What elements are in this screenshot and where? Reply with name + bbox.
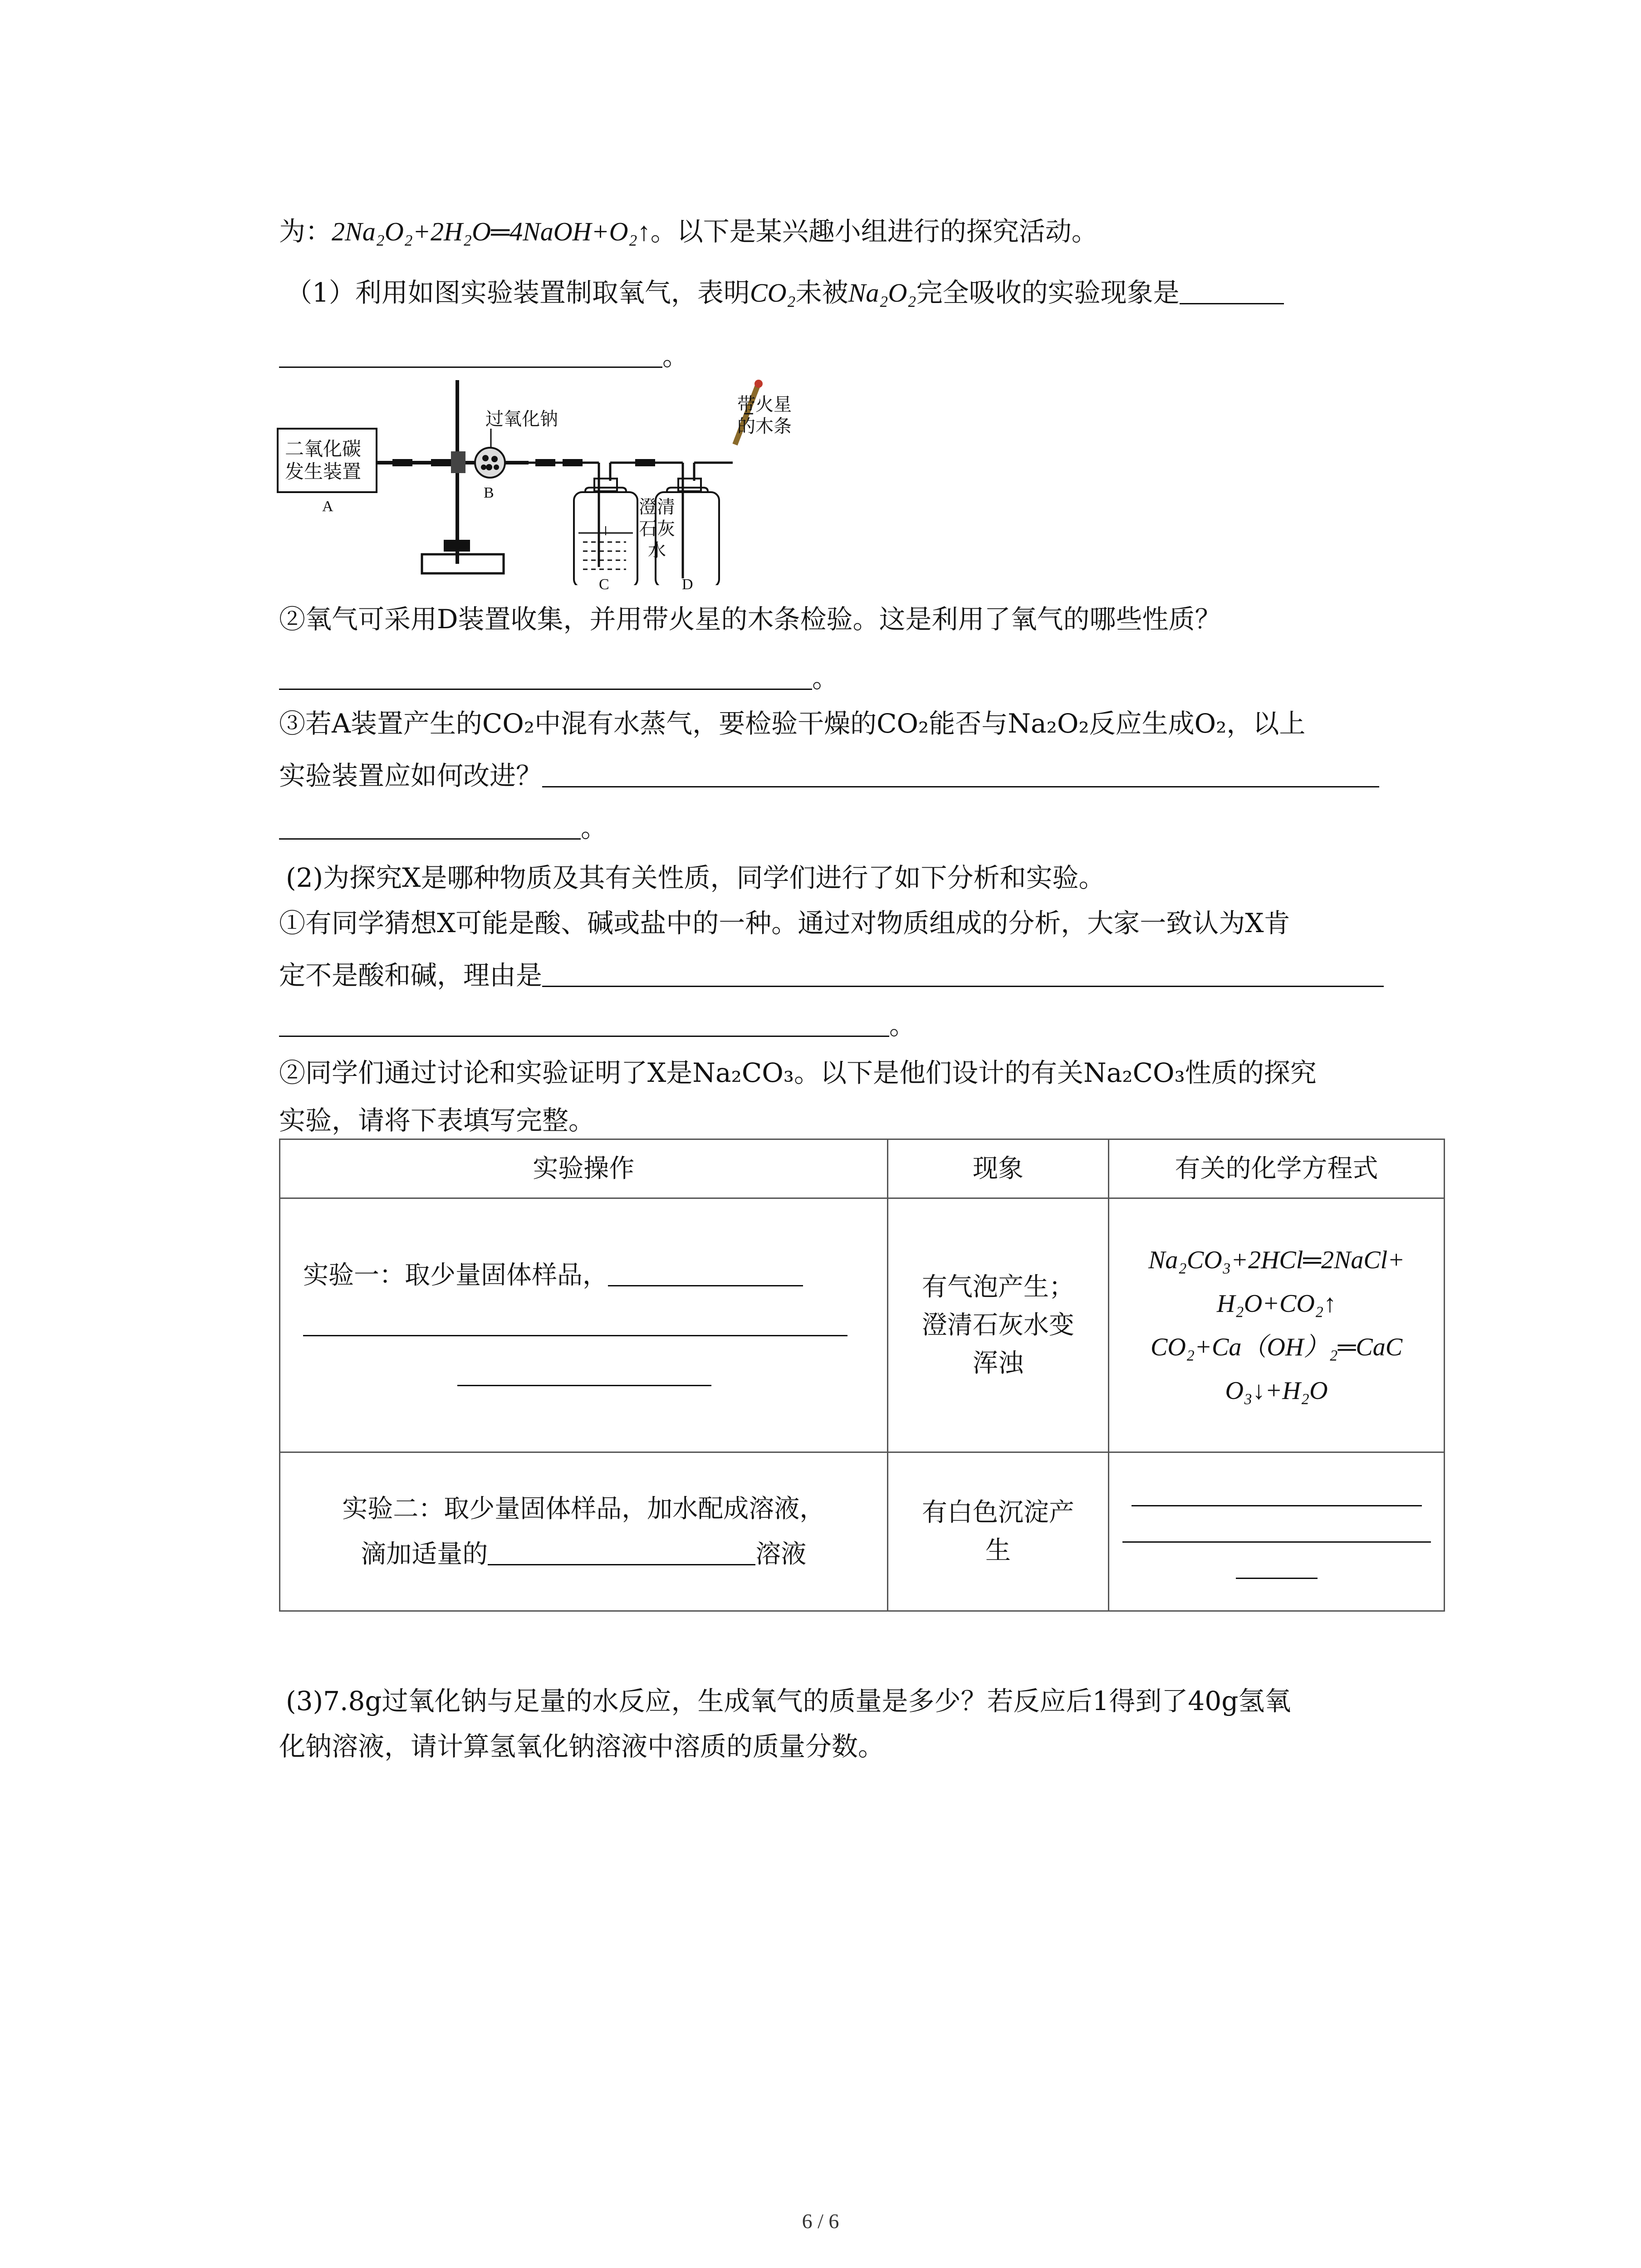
row2-reagent-blank[interactable]: [488, 1537, 755, 1565]
q2-reason-blank-b[interactable]: [279, 1008, 889, 1037]
splint-label-2: 的木条: [737, 416, 792, 437]
table-row-1: [280, 1198, 1445, 1452]
q1-text-after: 完全吸收的实验现象是: [916, 277, 1180, 308]
q1b-answer-blank[interactable]: [279, 661, 812, 690]
q2-reason-blank-a[interactable]: [542, 958, 1384, 987]
q1-line: [286, 274, 1284, 311]
q3-line1: (3)7.8g过氧化钠与足量的水反应，生成氧气的质量是多少？若反应后1得到了40g氢氧: [286, 1686, 1291, 1716]
limewater-label-1: 澄清: [639, 497, 675, 518]
row2-eq-blank-b[interactable]: [1122, 1514, 1431, 1543]
generator-label-1: 二氧化碳: [285, 438, 362, 460]
q1b-end-mark: 。: [812, 663, 839, 694]
header-equation: 有关的化学方程式: [1109, 1139, 1445, 1198]
label-d: D: [682, 576, 693, 593]
header-operation: 实验操作: [280, 1139, 888, 1198]
q1-text-before: （1）利用如图实验装置制取氧气，表明: [286, 277, 750, 308]
q1c-end-mark: 。: [581, 812, 607, 843]
intro-prefix: 为：: [279, 216, 332, 247]
row1-equation: [1109, 1198, 1445, 1452]
limewater-label: [639, 496, 675, 562]
q1-answer-blank-b[interactable]: [279, 339, 662, 368]
row1-op-text: 实验一：取少量固体样品，: [303, 1260, 608, 1290]
row1-phenomenon: [887, 1198, 1109, 1452]
row1-phen-2: 澄清石灰水变: [921, 1310, 1074, 1340]
q1c-answer-blank-b[interactable]: [279, 811, 581, 840]
page-number: 6 / 6: [802, 2209, 839, 2233]
row2-eq-blank-c[interactable]: [1236, 1550, 1318, 1579]
row2-phen-1: 有白色沉淀产: [921, 1497, 1074, 1527]
bottle-c: [574, 492, 637, 585]
intro-suffix: 。以下是某兴趣小组进行的探究活动。: [650, 216, 1098, 247]
intro-equation: 2Na₂O₂+2H₂O═4NaOH+O₂↑: [332, 217, 651, 246]
q1c-line2: [279, 758, 1379, 794]
row2-op-2a: 滴加适量的: [361, 1539, 488, 1569]
table-row-2: [280, 1452, 1445, 1611]
row1-eq-1: Na₂CO₃+2HCl═2NaCl+: [1148, 1246, 1405, 1274]
label-c: C: [599, 576, 609, 593]
row1-operation: [280, 1198, 888, 1452]
q1c-line2-text: 实验装置应如何改进？: [279, 760, 543, 791]
row2-phen-2: 生: [985, 1535, 1011, 1565]
q3-line2: 化钠溶液，请计算氢氧化钠溶液中溶质的质量分数。: [279, 1731, 885, 1762]
q2-p2-line1: ②同学们通过讨论和实验证明了X是Na₂CO₃。以下是他们设计的有关Na₂CO₃性质的探究: [279, 1057, 1317, 1088]
q1-answer-blank-a[interactable]: [1180, 276, 1284, 304]
row1-phen-1: 有气泡产生；: [921, 1272, 1074, 1302]
experiment-table: [279, 1139, 1445, 1612]
stand-base: [422, 554, 504, 573]
q2-end-mark: 。: [889, 1010, 916, 1041]
q2-p2-line2: 实验，请将下表填写完整。: [279, 1105, 595, 1136]
q1-end-mark: 。: [662, 341, 689, 371]
q1b-line: ②氧气可采用D装置收集，并用带火星的木条检验。这是利用了氧气的哪些性质？: [279, 604, 1221, 635]
q2-p1-line2: [279, 957, 1384, 993]
row1-op-blank-a[interactable]: [608, 1258, 803, 1286]
row2-equation: [1109, 1452, 1445, 1611]
limewater-label-3: 水: [648, 540, 666, 561]
na2o2-label: 过氧化钠: [485, 409, 558, 430]
q1-line2: [279, 338, 689, 374]
splint-label: [737, 394, 792, 437]
connector-2: [431, 459, 451, 466]
q1-text-mid: 未被: [795, 277, 848, 308]
row1-eq-2: H₂O+CO₂↑: [1216, 1289, 1337, 1318]
stand-block: [444, 540, 470, 552]
row2-op-1: 实验二：取少量固体样品，加水配成溶液，: [342, 1494, 825, 1524]
q1-co2: CO₂: [749, 278, 796, 308]
q2-p1-line2-text: 定不是酸和碱，理由是: [279, 960, 543, 991]
row1-eq-4: O₃↓+H₂O: [1225, 1376, 1328, 1405]
row2-op-2b: 溶液: [755, 1539, 807, 1569]
table-header-row: [280, 1139, 1445, 1198]
generator-label: [285, 438, 361, 483]
splint-label-1: 带火星: [737, 394, 792, 415]
apparatus-diagram: [272, 376, 794, 593]
q1c-answer-blank-a[interactable]: [542, 759, 1379, 787]
q2-intro: (2)为探究X是哪种物质及其有关性质，同学们进行了如下分析和实验。: [286, 862, 1105, 893]
q2-p1-line1: ①有同学猜想X可能是酸、碱或盐中的一种。通过对物质组成的分析，大家一致认为X肯: [279, 908, 1290, 938]
row2-operation: [280, 1452, 888, 1611]
label-b: B: [484, 484, 494, 501]
intro-line: [279, 213, 1098, 250]
generator-label-2: 发生装置: [285, 460, 362, 483]
limewater-label-2: 石灰: [639, 518, 675, 539]
header-phenomenon: 现象: [887, 1139, 1109, 1198]
q1c-line1: ③若A装置产生的CO₂中混有水蒸气，要检验干燥的CO₂能否与Na₂O₂反应生成O₂，以上: [279, 708, 1306, 739]
row1-op-blank-b[interactable]: [303, 1308, 847, 1336]
drying-bulb: [475, 448, 505, 478]
row2-eq-blank-a[interactable]: [1132, 1478, 1422, 1506]
connector-1: [392, 459, 412, 466]
q1c-line3: [279, 810, 607, 846]
q2-p1-line3: [279, 1007, 916, 1043]
clamp: [451, 451, 465, 473]
label-a: A: [322, 498, 333, 515]
row1-phen-3: 浑浊: [972, 1348, 1024, 1378]
row1-op-blank-c[interactable]: [457, 1358, 711, 1386]
row1-eq-3: CO₂+Ca（OH）₂═CaC: [1150, 1333, 1403, 1361]
q1b-line2: [279, 660, 838, 696]
q1-na2o2: Na₂O₂: [848, 278, 916, 308]
row2-phenomenon: [887, 1452, 1109, 1611]
